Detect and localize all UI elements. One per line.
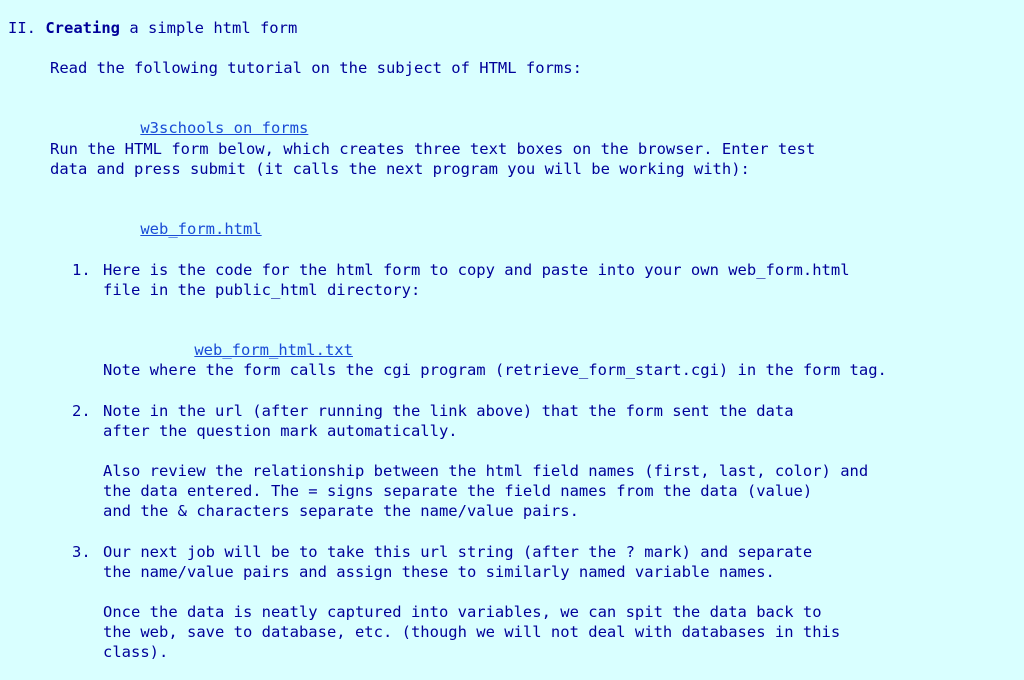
item3-para2-line1: Once the data is neatly captured into variables, we can spit the data back to — [103, 603, 822, 621]
item3-line1: Our next job will be to take this url string (after the ? mark) and separate — [103, 543, 813, 561]
run-form-text-line1: Run the HTML form below, which creates three text boxes on the browser. Enter test — [50, 140, 816, 158]
item2-line2: after the question mark automatically. — [103, 422, 458, 440]
item3-para2-line3: class). — [103, 643, 169, 661]
list-item-number: 3. — [72, 543, 91, 561]
item3-para2-line2: the web, save to database, etc. (though we will not deal with databases in this — [103, 623, 841, 641]
item2-para2-line3: and the & characters separate the name/value pairs. — [103, 502, 579, 520]
list-item-number: 1. — [72, 261, 91, 279]
read-tutorial-text: Read the following tutorial on the subject of HTML forms: — [50, 59, 582, 77]
section-title-rest: a simple html form — [120, 19, 298, 37]
item1-note: Note where the form calls the cgi program (retrieve_form_start.cgi) in the form tag. — [103, 361, 887, 379]
web-form-html-txt-link[interactable]: web_form_html.txt — [194, 341, 353, 359]
section-title-bold: Creating — [45, 19, 120, 37]
item2-para2-line2: the data entered. The = signs separate the field names from the data (value) — [103, 482, 813, 500]
run-form-text-line2: data and press submit (it calls the next program you will be working with): — [50, 160, 750, 178]
list-item-number: 2. — [72, 402, 91, 420]
w3schools-forms-link[interactable]: w3schools on forms — [140, 119, 309, 137]
web-form-html-link[interactable]: web_form.html — [140, 220, 262, 238]
section-heading — [8, 18, 297, 38]
item1-line2: file in the public_html directory: — [103, 281, 421, 299]
item1-line1: Here is the code for the html form to copy and paste into your own web_form.html — [103, 261, 850, 279]
item3-line2: the name/value pairs and assign these to similarly named variable names. — [103, 563, 775, 581]
section-number: II. — [8, 19, 36, 37]
item2-para2-line1: Also review the relationship between the html field names (first, last, color) and — [103, 462, 869, 480]
item2-line1: Note in the url (after running the link above) that the form sent the data — [103, 402, 794, 420]
